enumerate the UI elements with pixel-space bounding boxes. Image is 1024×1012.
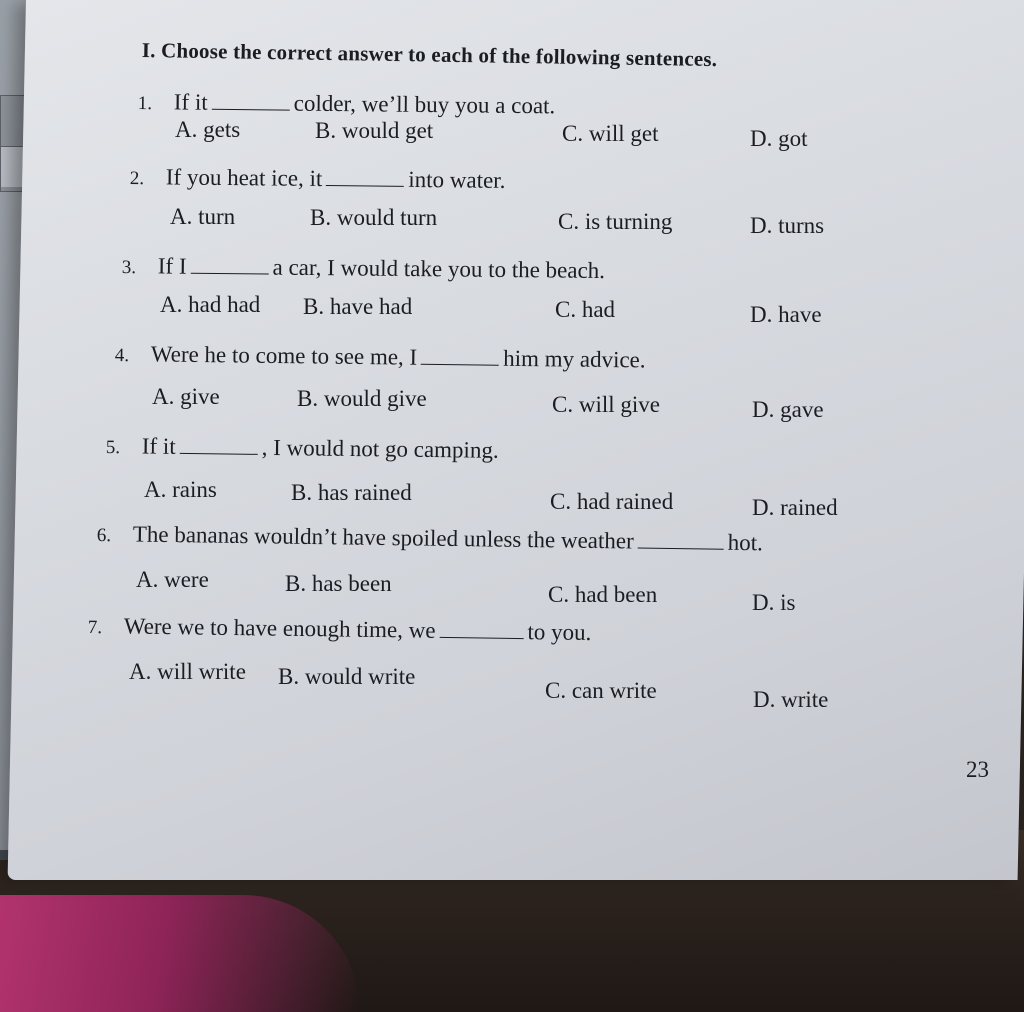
answer-blank (421, 344, 499, 366)
option-d: D. write (753, 687, 829, 712)
question-text-before: The bananas wouldn’t have spoiled unless the weather (132, 521, 634, 554)
option-b: B. would give (297, 386, 427, 411)
question-number: 7. (87, 616, 103, 639)
option-a: A. give (152, 384, 220, 409)
question-1 (138, 88, 556, 119)
question-text-before: Were we to have enough time, we (123, 613, 436, 643)
option-a: A. were (136, 567, 209, 592)
option-b: B. would turn (310, 205, 438, 230)
option-c: C. had been (548, 582, 658, 607)
answer-blank (191, 253, 269, 275)
option-a: A. will write (129, 659, 246, 684)
option-a: A. rains (144, 477, 217, 502)
option-c: C. is turning (558, 209, 673, 234)
option-b: B. has been (285, 571, 392, 596)
option-d: D. have (750, 302, 822, 327)
option-c: C. had (555, 297, 616, 322)
answer-blank (180, 433, 258, 455)
option-c: C. will give (552, 392, 660, 417)
question-number: 6. (96, 524, 112, 547)
question-text-after: colder, we’ll buy you a coat. (293, 90, 556, 119)
question-text-after: into water. (408, 166, 506, 193)
question-text-after: a car, I would take you to the beach. (272, 254, 606, 284)
question-text-before: If it (173, 89, 208, 115)
option-b: B. has rained (291, 480, 412, 505)
question-text-before: If I (157, 253, 187, 279)
option-c: C. will get (562, 121, 659, 146)
question-number: 3. (121, 256, 137, 279)
exercise-heading: I. Choose the correct answer to each of the following sentences. (141, 38, 718, 72)
question-text-before: Were he to come to see me, I (150, 341, 418, 370)
question-number: 2. (129, 167, 145, 190)
option-c: C. can write (545, 678, 657, 703)
question-number: 1. (137, 92, 153, 115)
option-b: B. would get (315, 118, 434, 143)
question-text-after: to you. (527, 619, 592, 646)
option-b: B. have had (303, 294, 413, 319)
answer-blank (439, 617, 523, 639)
question-4 (115, 340, 646, 373)
question-2 (130, 163, 506, 194)
question-6 (97, 520, 763, 556)
page-number: 23 (966, 757, 989, 782)
question-text-after: hot. (727, 529, 764, 556)
question-text-before: If you heat ice, it (165, 164, 323, 192)
option-d: D. is (752, 590, 796, 615)
answer-blank (326, 165, 404, 187)
option-d: D. rained (752, 495, 838, 520)
option-d: D. gave (752, 397, 824, 422)
option-b: B. would write (278, 664, 416, 689)
answer-blank (638, 528, 724, 550)
question-number: 4. (114, 344, 130, 367)
option-c: C. had rained (550, 489, 674, 514)
question-5 (106, 432, 499, 464)
question-text-after: , I would not go camping. (261, 434, 499, 463)
option-a: A. had had (160, 292, 261, 317)
question-number: 5. (105, 436, 121, 459)
question-7 (88, 612, 592, 646)
answer-blank (212, 89, 290, 111)
option-d: D. turns (750, 213, 825, 238)
pink-cloth (0, 895, 360, 1012)
option-d: D. got (750, 126, 808, 151)
option-a: A. turn (170, 204, 236, 229)
question-text-after: him my advice. (503, 345, 646, 373)
option-a: A. gets (175, 117, 241, 142)
question-text-before: If it (141, 433, 176, 459)
question-3 (122, 252, 605, 284)
